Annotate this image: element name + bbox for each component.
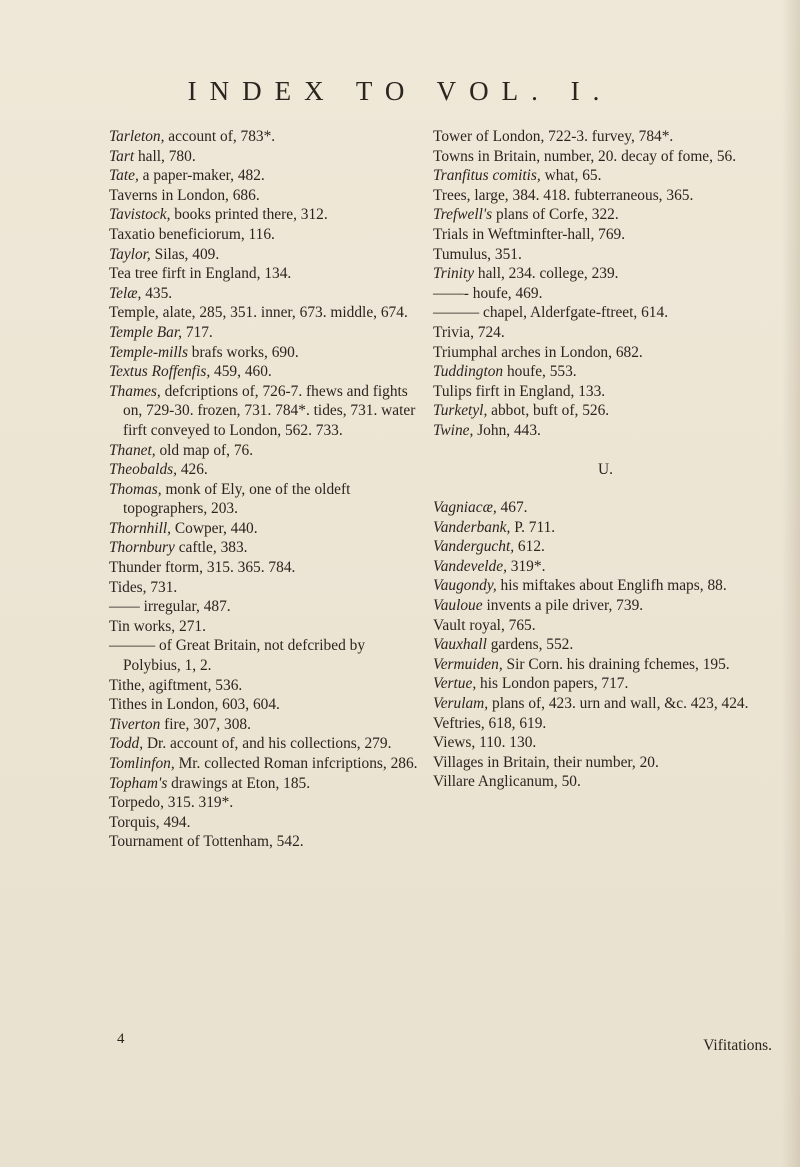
entry-heading: Tranfitus comitis, bbox=[433, 167, 541, 185]
index-entry bbox=[109, 636, 424, 675]
index-entry bbox=[109, 695, 424, 715]
entry-text: Views, 110. 130. bbox=[433, 734, 537, 752]
index-entry bbox=[109, 166, 424, 186]
entry-heading: Vandevelde, bbox=[433, 557, 507, 575]
index-entry bbox=[433, 674, 778, 694]
entry-heading: Topham's bbox=[109, 774, 168, 792]
entry-text: Taverns in London, 686. bbox=[109, 186, 260, 204]
entry-text: 459, 460. bbox=[210, 363, 272, 381]
entry-heading: Turketyl, bbox=[433, 402, 488, 420]
entry-text: —— irregular, 487. bbox=[109, 598, 231, 616]
index-entry bbox=[433, 284, 778, 304]
entry-text: 435. bbox=[141, 284, 173, 302]
entry-text: a paper-maker, 482. bbox=[138, 167, 265, 185]
index-entry bbox=[433, 421, 778, 441]
index-entry bbox=[433, 772, 778, 792]
entry-heading: Taylor, bbox=[109, 245, 151, 263]
entry-heading: Vermuiden, bbox=[433, 655, 503, 673]
index-entry bbox=[109, 205, 424, 225]
entry-text: Silas, 409. bbox=[150, 245, 220, 263]
entry-text: drawings at Eton, 185. bbox=[167, 774, 311, 792]
entry-text: Tithes in London, 603, 604. bbox=[109, 696, 280, 714]
index-entry bbox=[109, 303, 424, 323]
entry-text: Cowper, 440. bbox=[171, 519, 258, 537]
entry-text: John, 443. bbox=[473, 421, 541, 439]
index-entry bbox=[433, 245, 778, 265]
entry-text: Torpedo, 315. 319*. bbox=[109, 794, 234, 812]
index-entry bbox=[433, 733, 778, 753]
entry-text: ——— chapel, Alderfgate-ftreet, 614. bbox=[433, 304, 669, 322]
entry-heading: Vauloue bbox=[433, 597, 483, 615]
entry-heading: Tart bbox=[109, 147, 135, 165]
entry-heading: Temple Bar, bbox=[109, 323, 182, 341]
entry-heading: Vaugondy, bbox=[433, 577, 497, 595]
index-entry bbox=[433, 127, 778, 147]
index-entry bbox=[433, 635, 778, 655]
index-entry bbox=[433, 576, 778, 596]
entry-heading: Theobalds, bbox=[109, 461, 177, 479]
index-entry bbox=[109, 382, 424, 441]
entry-heading: Tuddington bbox=[433, 363, 504, 381]
entry-text: monk of Ely, one of the oldeft topographers, 203. bbox=[123, 480, 351, 518]
entry-text: 467. bbox=[496, 499, 528, 517]
entry-text: account of, 783*. bbox=[164, 128, 276, 145]
entry-text: his London papers, 717. bbox=[476, 675, 629, 693]
index-entry bbox=[109, 519, 424, 539]
entry-text: Mr. collected Roman infcriptions, 286. bbox=[174, 755, 418, 772]
entry-text: Thunder ftorm, 315. 365. 784. bbox=[109, 559, 296, 577]
entry-text: 717. bbox=[181, 323, 213, 341]
entry-heading: Tomlinfon, bbox=[109, 755, 175, 772]
entry-text: Tin works, 271. bbox=[109, 617, 206, 635]
index-entry bbox=[433, 186, 778, 206]
index-entry bbox=[109, 676, 424, 696]
entry-text: Tea tree firft in England, 134. bbox=[109, 265, 292, 283]
entry-text: hall, 234. college, 239. bbox=[474, 265, 619, 283]
index-entry bbox=[433, 343, 778, 363]
entry-heading: Twine, bbox=[433, 421, 474, 439]
entry-text: hall, 780. bbox=[134, 147, 196, 165]
entry-heading: Thomas, bbox=[109, 480, 162, 498]
entry-text: Temple, alate, 285, 351. inner, 673. middle, 674. bbox=[109, 304, 408, 322]
left-column bbox=[109, 127, 424, 852]
entry-heading: Tarleton, bbox=[109, 128, 165, 145]
entry-heading: Vandergucht, bbox=[433, 538, 515, 556]
index-entry bbox=[109, 558, 424, 578]
entry-text: defcriptions of, 726-7. fhews and fights on, 729-30. frozen, 731. 784*. tides, 731. water firft conveyed to London, 562. 733. bbox=[123, 382, 416, 439]
entry-text: Tournament of Tottenham, 542. bbox=[109, 833, 304, 851]
entry-text: caftle, 383. bbox=[174, 539, 248, 557]
index-entry bbox=[109, 245, 424, 265]
index-entry bbox=[109, 127, 424, 147]
index-entry bbox=[433, 694, 778, 714]
entry-text: Taxatio beneficiorum, 116. bbox=[109, 225, 275, 243]
entry-text: Villages in Britain, their number, 20. bbox=[433, 753, 659, 771]
index-entry bbox=[109, 362, 424, 382]
index-entry bbox=[109, 441, 424, 461]
entry-text: his miftakes about Englifh maps, 88. bbox=[496, 577, 727, 595]
entry-text: Veftries, 618, 619. bbox=[433, 714, 547, 732]
entry-heading: Tate, bbox=[109, 167, 139, 185]
index-entry bbox=[433, 225, 778, 245]
entry-text: gardens, 552. bbox=[486, 636, 574, 654]
entry-heading: Thames, bbox=[109, 382, 161, 400]
page-number: 4 bbox=[117, 1031, 125, 1047]
entry-heading: Trinity bbox=[433, 265, 475, 283]
entry-text: Tower of London, 722-3. furvey, 784*. bbox=[433, 128, 674, 145]
index-entry bbox=[433, 303, 778, 323]
entry-text: abbot, buft of, 526. bbox=[487, 402, 610, 420]
entry-heading: Temple-mills bbox=[109, 343, 188, 361]
entry-text: 426. bbox=[176, 461, 208, 479]
index-entry bbox=[433, 655, 778, 675]
index-entry bbox=[433, 753, 778, 773]
index-entry bbox=[109, 538, 424, 558]
index-entry bbox=[109, 147, 424, 167]
entry-text: Towns in Britain, number, 20. decay of fome, 56. bbox=[433, 147, 737, 165]
index-entry bbox=[109, 323, 424, 343]
entry-text: Tumulus, 351. bbox=[433, 245, 522, 263]
entry-text: plans of Corfe, 322. bbox=[492, 206, 619, 224]
entry-text: Tulips firft in England, 133. bbox=[433, 382, 606, 400]
index-entry bbox=[433, 166, 778, 186]
index-entry bbox=[109, 617, 424, 637]
right-column bbox=[433, 127, 778, 792]
entry-text: what, 65. bbox=[540, 167, 602, 185]
index-entry bbox=[433, 264, 778, 284]
entry-text: Trees, large, 384. 418. fubterraneous, 365. bbox=[433, 186, 694, 204]
entry-text: Tithe, agiftment, 536. bbox=[109, 676, 243, 694]
entry-text: plans of, 423. urn and wall, &c. 423, 424. bbox=[488, 695, 749, 713]
entry-heading: Todd, bbox=[109, 735, 144, 753]
index-entry bbox=[109, 480, 424, 519]
entry-text: Torquis, 494. bbox=[109, 813, 191, 831]
entry-text: old map of, 76. bbox=[155, 441, 254, 459]
entry-heading: Thanet, bbox=[109, 441, 156, 459]
entry-text: 612. bbox=[514, 538, 545, 556]
running-head: INDEX TO VOL. I. bbox=[187, 76, 613, 106]
entry-heading: Telæ, bbox=[109, 284, 142, 302]
index-entry bbox=[433, 323, 778, 343]
index-entry bbox=[109, 186, 424, 206]
entry-text: ——— of Great Britain, not defcribed by Polybius, 1, 2. bbox=[109, 637, 366, 675]
entry-heading: Tiverton bbox=[109, 715, 161, 733]
entry-text: Villare Anglicanum, 50. bbox=[433, 773, 581, 791]
entry-heading: Thornhill, bbox=[109, 519, 172, 537]
index-entry bbox=[109, 578, 424, 598]
entry-heading: Vauxhall bbox=[433, 636, 487, 654]
index-entry bbox=[109, 754, 424, 774]
entry-text: Dr. account of, and his collections, 279. bbox=[143, 735, 392, 753]
entry-heading: Verulam, bbox=[433, 695, 489, 713]
index-entry bbox=[109, 793, 424, 813]
index-entry bbox=[433, 401, 778, 421]
index-entry bbox=[109, 832, 424, 852]
entry-heading: Vanderbank, bbox=[433, 518, 511, 536]
index-entry bbox=[433, 205, 778, 225]
index-entry bbox=[433, 537, 778, 557]
index-entry bbox=[109, 264, 424, 284]
index-entry bbox=[433, 518, 778, 538]
entry-text: books printed there, 312. bbox=[170, 206, 328, 224]
index-entry bbox=[433, 382, 778, 402]
entry-text: Trivia, 724. bbox=[433, 323, 505, 341]
entry-heading: Thornbury bbox=[109, 539, 175, 557]
entry-text: fire, 307, 308. bbox=[160, 715, 251, 733]
catchword: Vifitations. bbox=[703, 1037, 772, 1054]
index-entry bbox=[109, 284, 424, 304]
entry-text: Triumphal arches in London, 682. bbox=[433, 343, 643, 361]
entry-text: Tides, 731. bbox=[109, 578, 178, 596]
index-entry bbox=[433, 362, 778, 382]
entry-text: P. 711. bbox=[510, 518, 556, 536]
index-entry bbox=[433, 147, 778, 167]
entry-text: invents a pile driver, 739. bbox=[482, 597, 644, 615]
page-edge-shadow bbox=[782, 0, 800, 1167]
index-entry bbox=[433, 596, 778, 616]
section-heading: U. bbox=[598, 460, 613, 478]
entry-text: ——- houfe, 469. bbox=[433, 284, 543, 302]
index-entry bbox=[109, 225, 424, 245]
entry-text: brafs works, 690. bbox=[187, 343, 299, 361]
entry-heading: Trefwell's bbox=[433, 206, 493, 224]
index-entry bbox=[109, 597, 424, 617]
index-entry bbox=[109, 774, 424, 794]
index-entry bbox=[109, 460, 424, 480]
index-entry bbox=[109, 734, 424, 754]
index-entry bbox=[433, 714, 778, 734]
entry-text: Trials in Weftminfter-hall, 769. bbox=[433, 225, 626, 243]
index-entry bbox=[433, 616, 778, 636]
entry-heading: Vertue, bbox=[433, 675, 477, 693]
entry-heading: Vagniacæ, bbox=[433, 499, 497, 517]
index-entry bbox=[433, 557, 778, 577]
entry-text: Sir Corn. his draining fchemes, 195. bbox=[502, 655, 730, 673]
index-entry bbox=[109, 715, 424, 735]
entry-text: houfe, 553. bbox=[503, 363, 577, 381]
entry-text: 319*. bbox=[506, 557, 546, 575]
index-entry bbox=[109, 343, 424, 363]
entry-text: Vault royal, 765. bbox=[433, 616, 536, 634]
entry-heading: Tavistock, bbox=[109, 206, 171, 224]
entry-heading: Textus Roffenfis, bbox=[109, 363, 211, 381]
index-entry bbox=[433, 498, 778, 518]
index-entry bbox=[109, 813, 424, 833]
